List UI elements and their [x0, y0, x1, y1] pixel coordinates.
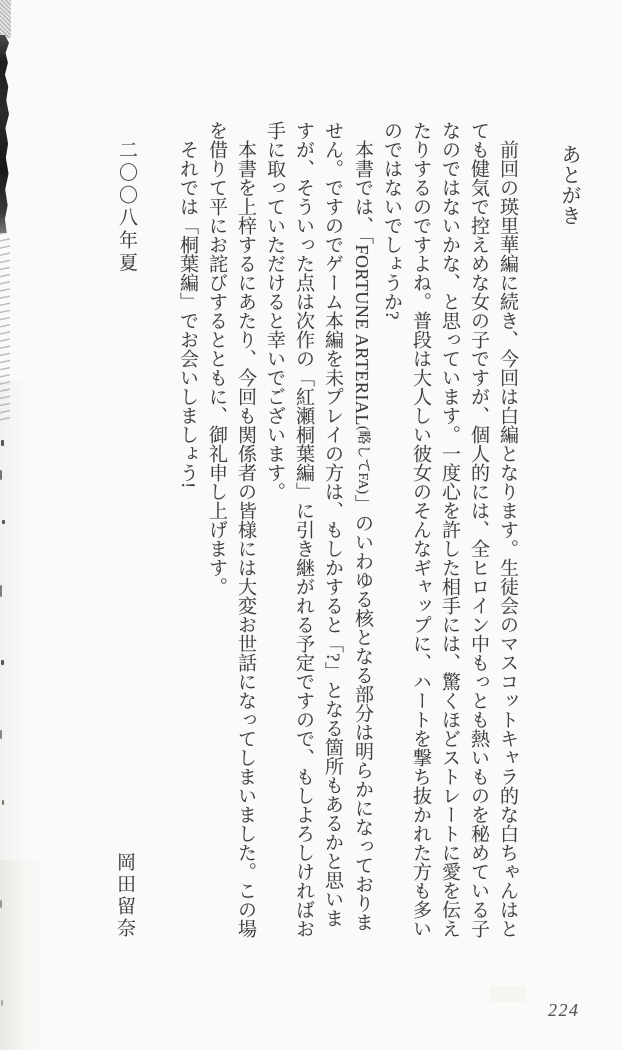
game-title-abbreviation: (略してFA)	[355, 425, 370, 495]
scan-artifact-dark-band	[0, 35, 9, 233]
scan-speck	[1, 660, 4, 665]
afterword-title: あとがき	[558, 144, 580, 226]
paragraph-2	[260, 121, 377, 941]
scan-artifact-bottom-wash	[0, 860, 60, 1050]
game-title-latin: FORTUNE ARTERIAL	[352, 244, 372, 426]
scan-speck	[0, 730, 2, 739]
paragraph-3: 本書を上梓するにあたり、今回も関係者の皆様には大変お世話になってしまいました。この場を借りて平にお詫びするとともに、御礼申し上げます。	[206, 121, 256, 938]
scan-artifact-corner-noise	[0, 0, 11, 38]
paragraph-1: 前回の瑛里華編に続き、今回は白編となります。生徒会のマスコットキャラ的な白ちゃんはとても健気で控えめな女の子ですが、個人的には、全ヒロイン中もっとも熱いものを秘めている子なのではないかな、と思っています。一度心を許した相手には、驚くほどストレートに愛を伝えたりするのですよね。普段は大人しい彼女のそんなギャップに、ハートを撃ち抜かれた方も多いのではないでしょうか?	[381, 121, 518, 938]
author-name: 岡田留奈	[114, 852, 135, 940]
scan-speck	[2, 800, 4, 805]
scan-speck	[0, 900, 2, 908]
afterword-body	[173, 121, 522, 941]
scan-speck	[2, 520, 5, 524]
date-line: 二〇〇八年夏	[116, 140, 137, 275]
scan-speck	[0, 470, 2, 480]
scan-speck	[1, 440, 4, 446]
scan-speck	[0, 585, 2, 597]
paragraph-2-rest: 」のいわゆる核となる部分は明らかになっておりません。ですのでゲーム本編を未プレイの方は、もしかすると「?」となる箇所もあるかと思いますが、そういった点は次作の「紅瀬桐葉編」に引き継がれる予定ですので、もしよろしければお手に取っていただけると幸いでございます。	[264, 121, 373, 938]
scan-artifact-scratches	[0, 233, 10, 423]
paragraph-2-lead: 本書では、「	[352, 140, 373, 245]
paragraph-4: それでは「桐葉編」でお会いしましょう!	[177, 140, 198, 489]
scan-artifact-footer-patch	[490, 986, 526, 1002]
scan-artifact-gutter-shade	[0, 380, 26, 1050]
scan-speck	[1, 1000, 3, 1006]
page-number: 224	[548, 1000, 580, 1020]
